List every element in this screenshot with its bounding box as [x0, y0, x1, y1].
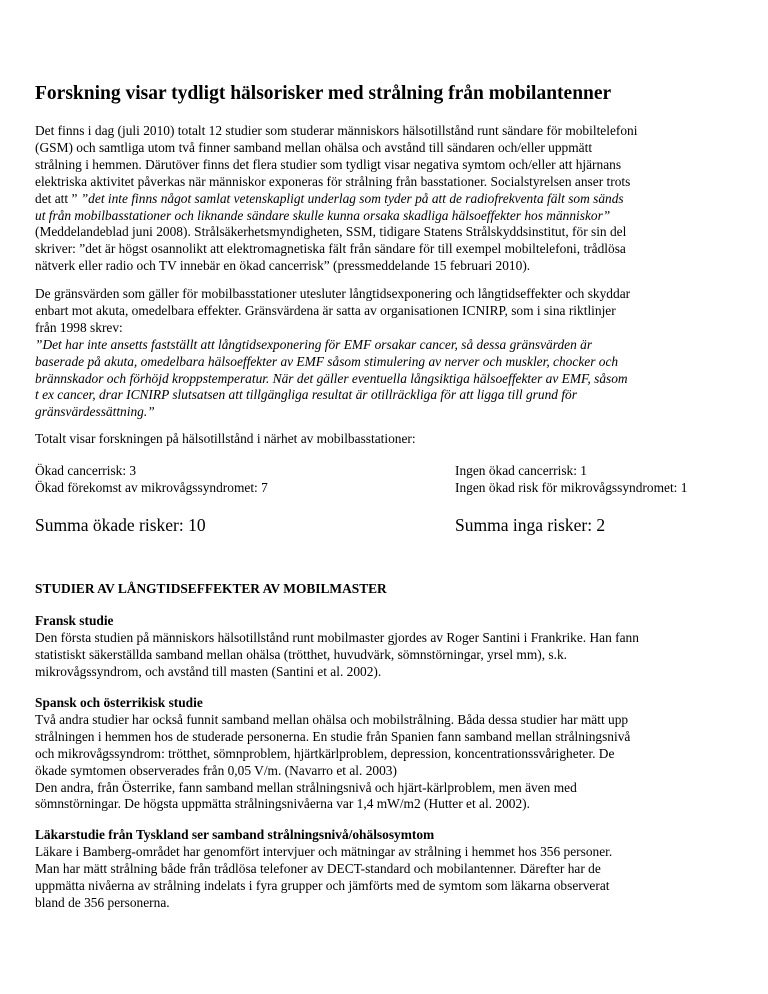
text-line: Den första studien på människors hälsotillstånd runt mobilmaster gjordes av Roger Santini i Frankrike. Han fann — [35, 629, 639, 645]
quote-fragment: ”det inte finns något samlat vetenskapligt underlag som tyder på att de radiofrekventa fält som sänds — [80, 190, 624, 206]
text-line: Två andra studier har också funnit samband mellan ohälsa och mobilstrålning. Båda dessa studier har mätt upp — [35, 711, 629, 727]
quote-line: ut från mobilbasstationer och liknande sändare skulle kunna orsaka skadliga hälsoeffekter hos människor” — [35, 207, 611, 223]
text-line: mikrovågssyndrom, och avstånd till masten (Santini et al. 2002). — [35, 663, 382, 679]
text-line: Läkare i Bamberg-området har genomfört intervjuer och mätningar av strålning i hemmet hos 356 personer. — [35, 843, 613, 859]
german-study — [35, 827, 747, 912]
no-risks-column — [455, 463, 687, 497]
spanish-austrian-study — [35, 695, 747, 813]
text-line: De gränsvärden som gäller för mobilbasstationer utesluter långtidsexponering och långtidseffekter och skyddar — [35, 286, 631, 301]
stat-microwave-none: Ingen ökad risk för mikrovågssyndromet: 1 — [455, 479, 688, 495]
quote-line: ”Det har inte ansetts fastställt att långtidsexponering för EMF orsakar cancer, så dessa gränsvärden är — [35, 336, 593, 352]
text-line: Den andra, från Österrike, fann samband mellan strålningsnivå och hjärt-kärlproblem, men även med — [35, 779, 577, 795]
increased-risks-column — [35, 463, 268, 497]
total-intro: Totalt visar forskningen på hälsotillstånd i närhet av mobilbasstationer: — [35, 431, 416, 446]
text-line: enbart mot akuta, omedelbara effekter. Gränsvärdena är satta av organisationen ICNIRP, som i sina riktlinjer — [35, 302, 616, 318]
sum-no-risks: Summa inga risker: 2 — [455, 515, 606, 535]
text-line: strålning i hemmen. Därutöver finns det flera studier som tydligt visar negativa symtom och/eller att hjärnans — [35, 156, 622, 172]
intro-paragraph — [35, 123, 747, 275]
text-line: skriver: ”det är högst osannolikt att elektromagnetiska fält från sändare för till exempel mobiltelefoni, trådlösa — [35, 241, 626, 257]
text-line: och mikrovågssyndrom: trötthet, sömnproblem, hjärtkärlproblem, depression, koncentrationssvårigheter. De — [35, 745, 615, 761]
quote-line: brännskador och förhöjd kroppstemperatur. När det gäller eventuella långsiktiga hälsoeffekter av EMF, såsom — [35, 370, 628, 386]
text-line: statistiskt säkerställda samband mellan ohälsa (trötthet, huvudvärk, sömnstörningar, yrsel mm), s.k. — [35, 646, 568, 662]
quote-line: gränsvärdessättning.” — [35, 404, 155, 420]
subheading: Fransk studie — [35, 613, 114, 628]
section-heading: STUDIER AV LÅNGTIDSEFFEKTER AV MOBILMASTER — [35, 581, 387, 596]
text-line: bland de 356 personerna. — [35, 894, 170, 910]
text-line — [35, 191, 747, 208]
subheading: Läkarstudie från Tyskland ser samband strålningsnivå/ohälsosymtom — [35, 827, 435, 842]
text-line: Man har mätt strålning både från trådlösa telefoner av DECT-standard och mobilantenner. Därefter har de — [35, 860, 601, 876]
text-line: nätverk eller radio och TV innebär en ökad cancerrisk” (pressmeddelande 15 februari 2010). — [35, 258, 531, 274]
text-line: strålningen i hemmen hos de studerade personerna. En studie från Spanien fann samband mellan strålningsnivå — [35, 728, 631, 744]
text-line: uppmätta nivåerna av strålning indelats i fyra grupper och jämförts med de symtom som läkarna observerat — [35, 877, 610, 893]
text-line: (Meddelandeblad juni 2008). Strålsäkerhetsmyndigheten, SSM, tidigare Statens Strålskyddsinstitut, för sin del — [35, 224, 627, 240]
subheading: Spansk och österrikisk studie — [35, 695, 203, 710]
text-line: ökade symtomen observerades från 0,05 V/m. (Navarro et al. 2003) — [35, 762, 397, 778]
text-line: (GSM) och samtliga utom två finner samband mellan ohälsa och avstånd till sändaren och/eller uppmätt — [35, 139, 593, 155]
text-line: Det finns i dag (juli 2010) totalt 12 studier som studerar människors hälsotillstånd runt sändare för mobiltelefoni — [35, 123, 638, 138]
sum-increased-risks: Summa ökade risker: 10 — [35, 515, 206, 535]
text-line: elektriska aktivitet påverkas när människor exponeras för strålning från basstationer. Socialstyrelsen anser trots — [35, 173, 631, 189]
quote-line: t ex cancer, drar ICNIRP slutsatsen att tillgängliga resultat är otillräckliga för att ligga till grund för — [35, 387, 577, 403]
quote-line: baserade på akuta, omedelbara hälsoeffekter av EMF såsom stimulering av nerver och muskler, chocker och — [35, 353, 619, 369]
stat-microwave-increased: Ökad förekomst av mikrovågssyndromet: 7 — [35, 479, 268, 495]
text-line: från 1998 skrev: — [35, 319, 123, 335]
page-title: Forskning visar tydligt hälsorisker med strålning från mobilantenner — [35, 83, 612, 104]
stat-cancer-increased: Ökad cancerrisk: 3 — [35, 463, 137, 478]
french-study — [35, 613, 747, 681]
text-line: sömnstörningar. De högsta uppmätta strålningsnivåerna var 1,4 mW/m2 (Hutter et al. 2002). — [35, 796, 530, 812]
stat-cancer-none: Ingen ökad cancerrisk: 1 — [455, 463, 587, 478]
text-fragment: det att ” — [35, 190, 81, 206]
limits-paragraph — [35, 286, 747, 421]
